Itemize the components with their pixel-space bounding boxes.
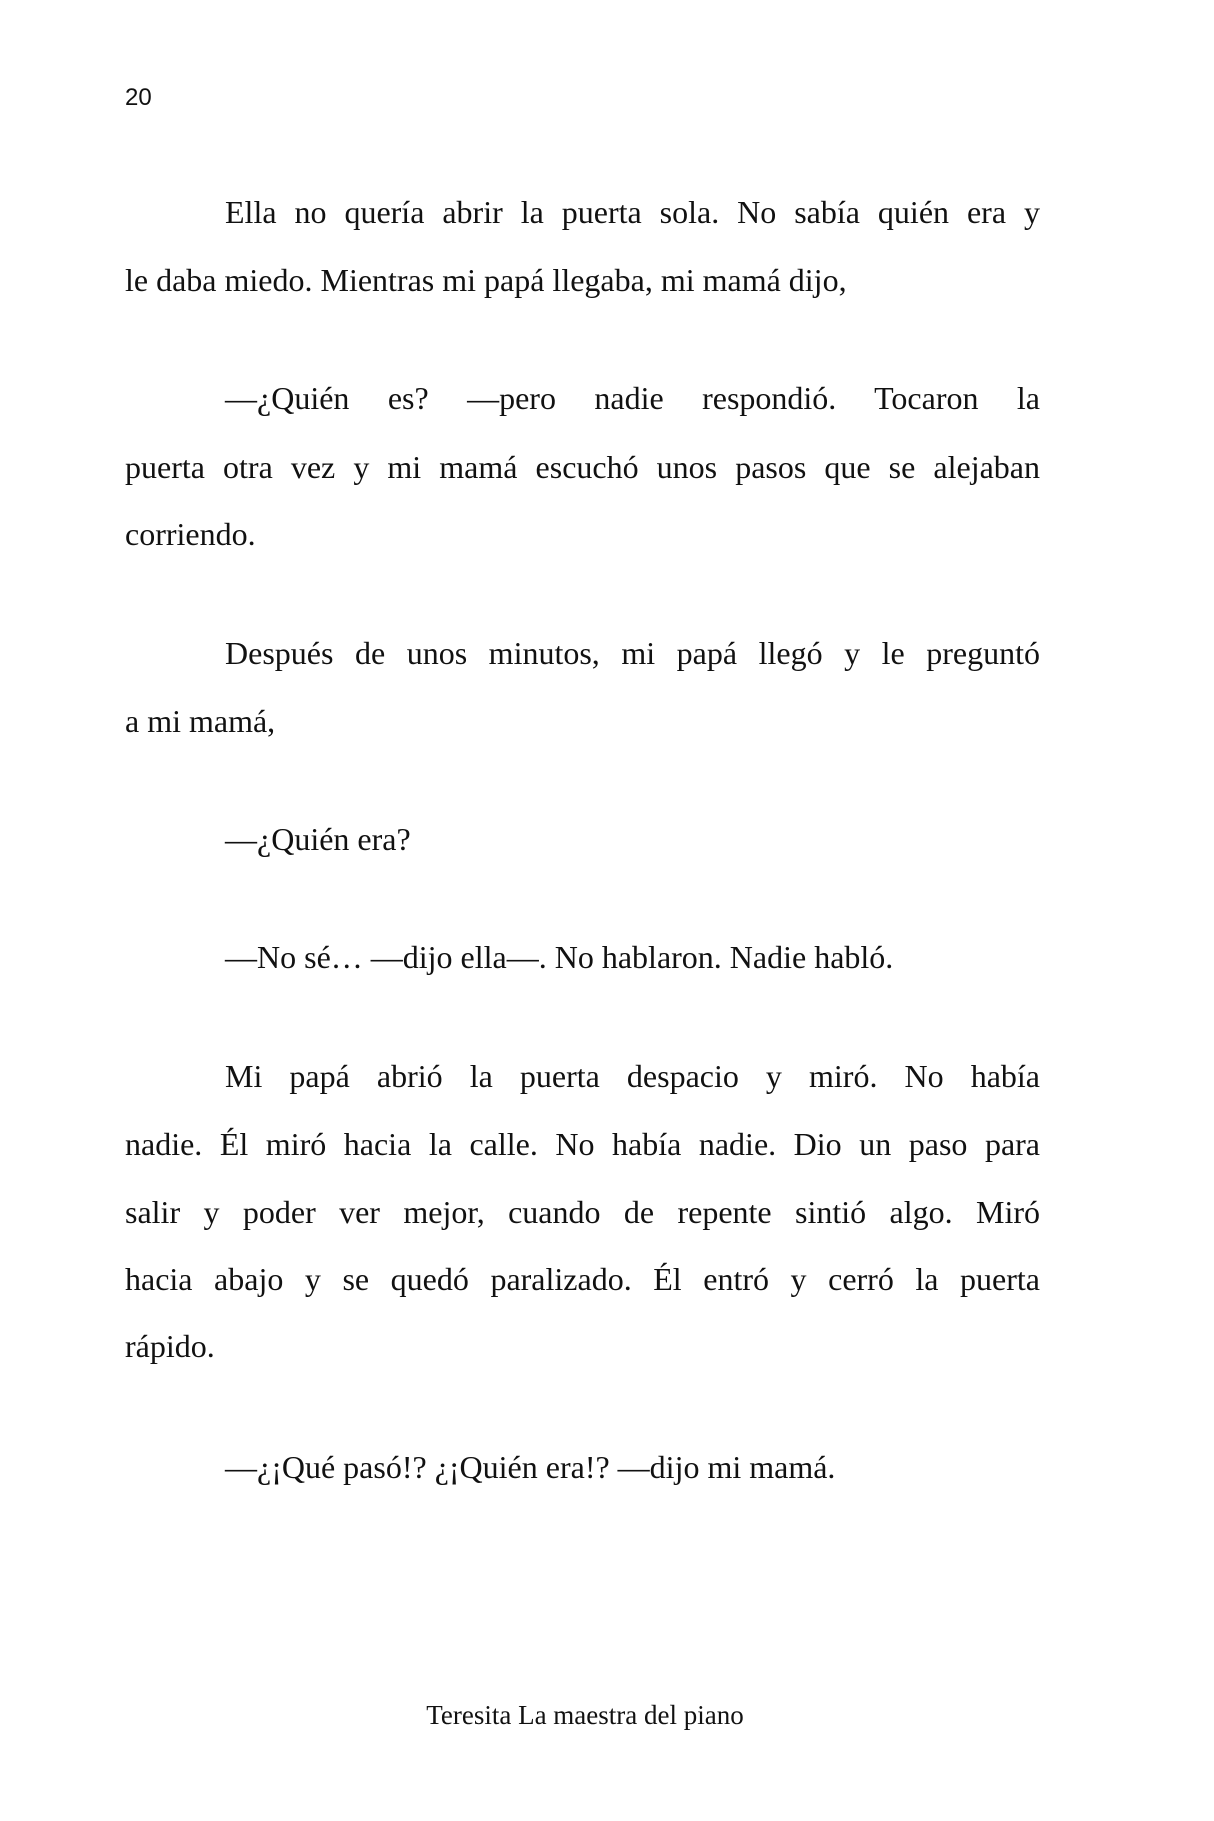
body-line: Mi papá abrió la puerta despacio y miró. No había bbox=[225, 1058, 1040, 1094]
body-line: a mi mamá, bbox=[125, 703, 276, 739]
body-line: le daba miedo. Mientras mi papá llegaba, mi mamá dijo, bbox=[125, 262, 847, 298]
body-line: —No sé… —dijo ella—. No hablaron. Nadie habló. bbox=[225, 939, 894, 975]
body-line: —¿¡Qué pasó!? ¿¡Quién era!? —dijo mi mamá. bbox=[225, 1449, 836, 1485]
body-line: hacia abajo y se quedó paralizado. Él entró y cerró la puerta bbox=[125, 1261, 1040, 1297]
body-line: —¿Quién era? bbox=[225, 821, 411, 857]
body-line: salir y poder ver mejor, cuando de repente sintió algo. Miró bbox=[125, 1194, 1040, 1230]
footer-book-title: Teresita La maestra del piano bbox=[426, 1700, 744, 1730]
body-line: —¿Quién es? —pero nadie respondió. Tocaron la bbox=[225, 380, 1040, 416]
body-line: nadie. Él miró hacia la calle. No había nadie. Dio un paso para bbox=[125, 1126, 1040, 1162]
body-line: Después de unos minutos, mi papá llegó y le preguntó bbox=[225, 635, 1040, 671]
page-number: 20 bbox=[125, 84, 152, 111]
body-line: puerta otra vez y mi mamá escuchó unos pasos que se alejaban bbox=[125, 449, 1040, 485]
body-line: Ella no quería abrir la puerta sola. No sabía quién era y bbox=[225, 194, 1040, 230]
body-line: rápido. bbox=[125, 1328, 215, 1364]
body-line: corriendo. bbox=[125, 516, 256, 552]
